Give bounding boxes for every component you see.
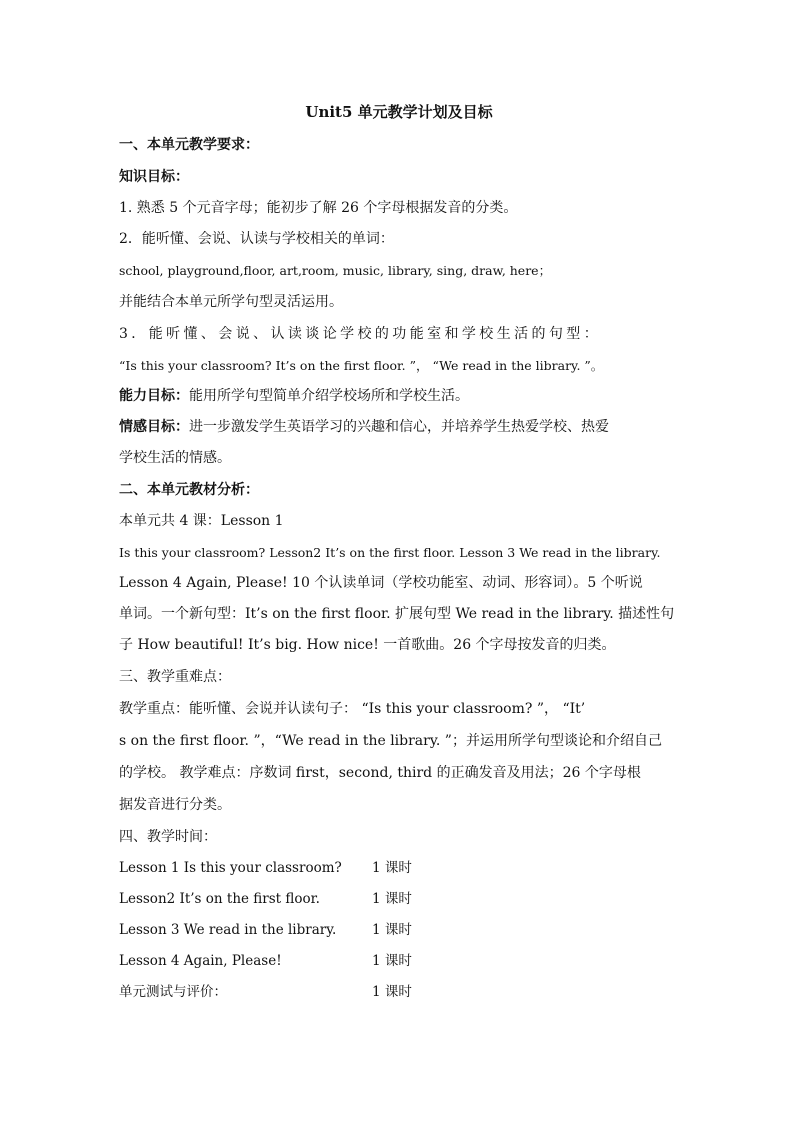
emotion-goals-line-2: 学校生活的情感。 [119,450,231,466]
ability-goals [119,381,679,412]
vocabulary-list: school, playground,floor, art,room, music, library, sing, draw, here； [119,263,552,278]
ability-goals-label: 能力目标： [119,388,189,404]
schedule-time: 1 课时 [372,984,412,1000]
key-points-line-3: 的学校。 教学难点：序数词 first，second, third 的正确发音及用法；26 个字母根 [119,765,641,781]
ability-goals-text: 能用所学句型简单介绍学校场所和学校生活。 [189,388,469,404]
key-points-line-1: 教学重点：能听懂、会说并认读句子： “Is this your classroom? ”， “It’ [119,701,586,717]
emotion-goals-label: 情感目标： [119,419,189,435]
schedule-row [119,915,679,946]
schedule-lesson: Lesson 4 Again, Please! [119,953,282,969]
emotion-goals-text: 进一步激发学生英语学习的兴趣和信心，并培养学生热爱学校、热爱 [189,419,609,435]
schedule-row [119,946,679,977]
analysis-line-1: 本单元共 4 课：Lesson 1 [119,513,284,529]
knowledge-item-2-tail: 并能结合本单元所学句型灵活运用。 [119,294,343,310]
analysis-line-3: Lesson 4 Again, Please! 10 个认读单词（学校功能室、动词、形容词）。5 个听说 [119,575,643,591]
schedule-lesson: Lesson2 It’s on the first floor. [119,891,320,907]
section-heading-analysis: 二、本单元教材分析： [119,482,259,498]
document-body [119,97,679,1008]
schedule-time: 1 课时 [372,891,412,907]
schedule-lesson: Lesson 3 We read in the library. [119,922,337,938]
knowledge-item-2: 2．能听懂、会说、认读与学校相关的单词： [119,231,394,247]
sentence-patterns: “Is this your classroom? It’s on the first floor. ”， “We read in the library. ”。 [119,358,604,373]
key-points-line-4: 据发音进行分类。 [119,797,231,813]
knowledge-item-1: 1. 熟悉 5 个元音字母；能初步了解 26 个字母根据发音的分类。 [119,200,518,216]
schedule-time: 1 课时 [372,953,412,969]
teaching-schedule [119,853,679,1008]
knowledge-item-3: 3．能听懂、会说、认读谈论学校的功能室和学校生活的句型： [119,326,602,342]
schedule-row [119,977,679,1008]
schedule-row [119,853,679,884]
section-heading-teaching-time: 四、教学时间： [119,829,217,845]
key-points-line-2: s on the first floor. ”，“We read in the library. ”；并运用所学句型谈论和介绍自己 [119,733,662,749]
analysis-line-2: Is this your classroom? Lesson2 It’s on the first floor. Lesson 3 We read in the library. [119,545,661,560]
schedule-lesson: 单元测试与评价： [119,984,227,1000]
section-heading-key-points: 三、教学重难点： [119,669,231,685]
emotion-goals-line-1 [119,412,679,443]
schedule-row [119,884,679,915]
document-title: Unit5 单元教学计划及目标 [305,103,493,121]
analysis-line-5: 子 How beautiful! It’s big. How nice! 一首歌曲。26 个字母按发音的归类。 [119,637,616,653]
schedule-time: 1 课时 [372,922,412,938]
analysis-line-4: 单词。一个新句型：It’s on the first floor. 扩展句型 We read in the library. 描述性句 [119,606,675,622]
knowledge-goals-heading: 知识目标： [119,169,189,185]
schedule-lesson: Lesson 1 Is this your classroom? [119,860,342,876]
schedule-time: 1 课时 [372,860,412,876]
section-heading-requirements: 一、本单元教学要求： [119,137,259,153]
